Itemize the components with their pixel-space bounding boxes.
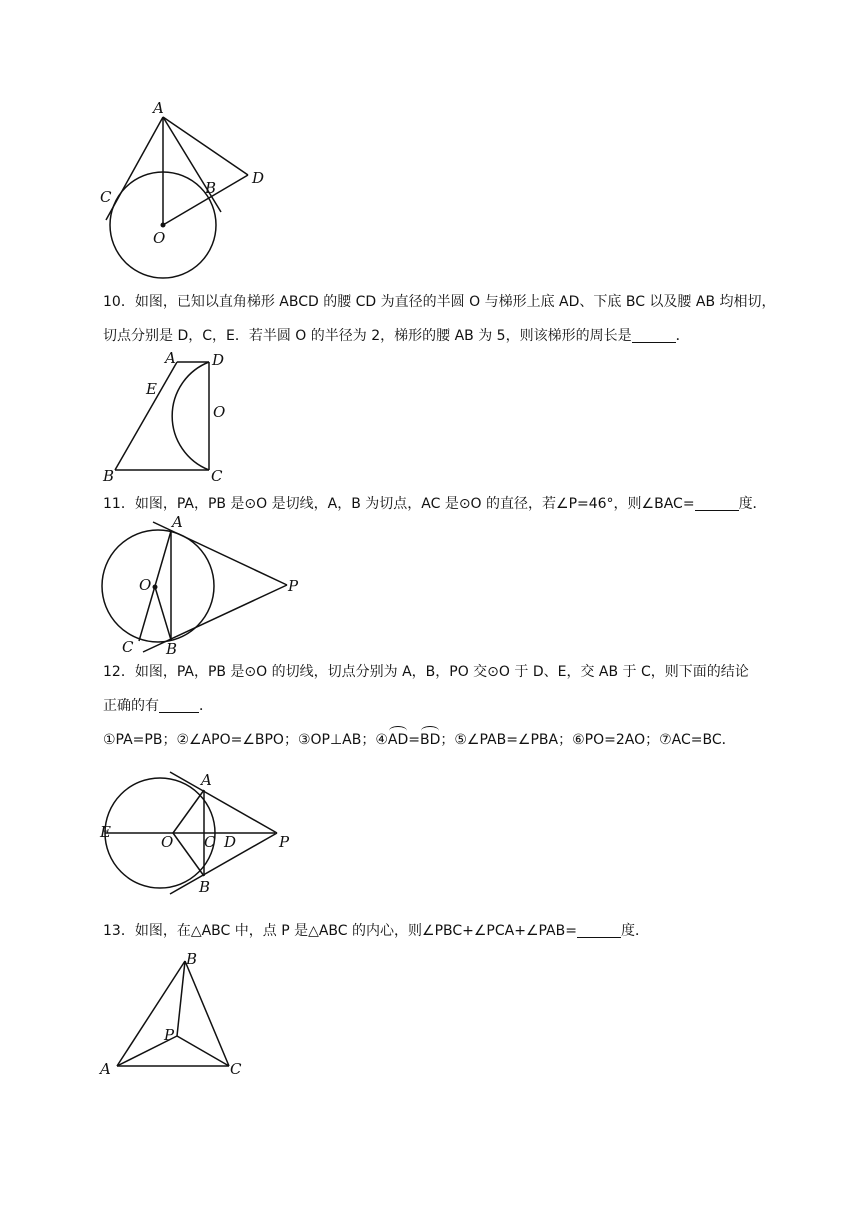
- answer-blank-13[interactable]: [577, 923, 621, 938]
- figure-tangents-po: [95, 768, 300, 903]
- label-a: A: [172, 515, 183, 531]
- question-12-end: ．: [199, 698, 213, 714]
- question-12-text: 正确的有: [103, 698, 159, 714]
- arc-equals: =: [408, 732, 420, 748]
- label-b: B: [205, 179, 217, 197]
- tangent-line-c: [106, 117, 163, 220]
- label-o: O: [153, 229, 166, 247]
- segment-ab: [115, 362, 177, 470]
- question-11-text: 11．如图，PA，PB 是⊙O 是切线，A，B 为切点，AC 是⊙O 的直径，若∠P=46°，则∠BAC=: [103, 496, 695, 512]
- center-dot: [153, 585, 158, 590]
- label-c: C: [211, 467, 223, 485]
- label-c: C: [100, 188, 112, 206]
- question-10-end: ．: [675, 328, 690, 344]
- semicircle-o: [172, 362, 209, 470]
- label-d: D: [212, 351, 225, 369]
- label-o: O: [139, 576, 152, 594]
- tangent-pa: [153, 522, 287, 585]
- label-a: A: [100, 1060, 111, 1078]
- segment-bc: [185, 961, 229, 1066]
- question-12-options: [103, 731, 736, 749]
- question-11-end: 度．: [738, 496, 767, 512]
- label-b: B: [103, 467, 115, 485]
- label-b: B: [199, 878, 211, 896]
- circle-o: [102, 530, 214, 642]
- label-p: P: [288, 577, 299, 595]
- segment-oa: [173, 790, 204, 833]
- label-b: B: [166, 640, 178, 655]
- question-10-text: 切点分别是 D，C，E．若半圆 O 的半径为 2，梯形的腰 AB 为 5，则该梯形的周长是: [103, 328, 632, 344]
- segment-ob: [155, 587, 171, 640]
- question-13: [103, 922, 649, 940]
- question-13-text: 13．如图，在△ABC 中，点 P 是△ABC 的内心，则∠PBC+∠PCA+∠PAB=: [103, 923, 577, 939]
- label-d: D: [252, 169, 265, 187]
- label-o: O: [161, 833, 174, 851]
- question-12-line2: [103, 697, 213, 715]
- label-p: P: [164, 1026, 175, 1044]
- label-c: C: [230, 1060, 242, 1078]
- figure-tangents-pa-pb: [95, 515, 305, 655]
- label-c: C: [204, 833, 216, 851]
- question-13-end: 度．: [620, 923, 649, 939]
- figure-trapezoid: [95, 350, 245, 485]
- question-11: [103, 495, 767, 513]
- label-e: E: [146, 380, 157, 398]
- options-part-b: ；⑤∠PAB=∠PBA；⑥PO=2AO；⑦AC=BC．: [440, 732, 736, 748]
- tangent-line-b: [163, 117, 221, 212]
- label-o: O: [213, 403, 226, 421]
- answer-blank-12[interactable]: [159, 698, 199, 713]
- label-d: D: [224, 833, 237, 851]
- figure-incenter: [95, 950, 255, 1080]
- options-part-a: ①PA=PB；②∠APO=∠BPO；③OP⊥AB；④: [103, 732, 388, 748]
- label-e: E: [100, 823, 111, 841]
- arc-ad: AD: [387, 732, 409, 748]
- segment-ad: [163, 117, 248, 175]
- label-a: A: [201, 771, 212, 789]
- label-a: A: [165, 350, 176, 367]
- label-p: P: [279, 833, 290, 851]
- question-12-line1: 12．如图，PA，PB 是⊙O 的切线，切点分别为 A，B，PO 交⊙O 于 D、E，交 AB 于 C，则下面的结论: [103, 664, 749, 680]
- segment-ob: [173, 833, 204, 876]
- question-10-line2: [103, 327, 690, 345]
- figure-circle-tangent: [95, 95, 285, 290]
- answer-blank-10[interactable]: [632, 328, 676, 343]
- center-dot: [161, 223, 166, 228]
- segment-ab: [117, 961, 185, 1066]
- segment-pc: [177, 1036, 229, 1066]
- question-10-line1: 10．如图，已知以直角梯形 ABCD 的腰 CD 为直径的半圆 O 与梯形上底 AD、下底 BC 以及腰 AB 均相切，: [103, 294, 776, 310]
- tangent-pa: [170, 772, 277, 833]
- label-c: C: [122, 638, 134, 655]
- answer-blank-11[interactable]: [695, 496, 739, 511]
- label-a: A: [153, 99, 164, 117]
- arc-bd: BD: [419, 732, 441, 748]
- label-b: B: [186, 950, 198, 968]
